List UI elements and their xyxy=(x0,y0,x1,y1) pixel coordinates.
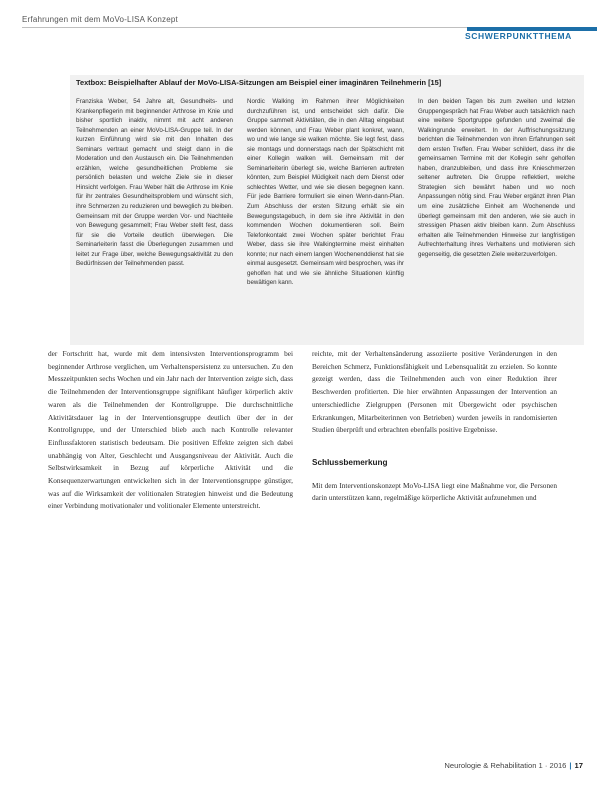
section-label: SCHWERPUNKTTHEMA xyxy=(465,31,572,41)
textbox-column-3: In den beiden Tagen bis zum zweiten und letzten Gruppengespräch hat Frau Weber auch tatsächlich nach eine weitere Sportgruppe gefunden und zweimal die Walkingrunde erweitert. In der Auffrischungssitzung berichten die Teilnehmenden von ihren Erfahrungen seit dem ersten Treffen. Frau Weber schildert, dass ihr die gemeinsamen Termine mit der Kollegin sehr geholfen haben, dranzubleiben, und dass ihre Knieschmerzen seltener auftreten. Die Gruppe reflektiert, welche Strategien sich bewährt haben und wo noch Anpassungen nötig sind. Frau Weber ergänzt ihren Plan um eine zusätzliche Einheit am Wochenende und überlegt gemeinsam mit den anderen, wie sie auch in stressigen Phasen aktiv bleiben kann. Zum Abschluss erhalten alle Teilnehmenden Hinweise zur langfristigen Aufrechterhaltung ihres Verhaltens und motivieren sich gegenseitig, die gesetzten Ziele weiterzuverfolgen. xyxy=(418,98,575,258)
conclusion-paragraph: Mit dem Interventionskonzept MoVo-LISA liegt eine Maßnahme vor, die Personen darin unterstützen kann, regelmäßige körperliche Aktivität aufzunehmen und xyxy=(312,480,557,503)
textbox-column-2: Nordic Walking im Rahmen ihrer Möglichkeiten durchzuführen ist, und entscheidet sich dafür. Die Gruppe sammelt Aktivitäten, die in den Alltag eingebaut werden können, und Frau Weber plant konkret, wann, wo und wie lange sie walken möchte. Sie legt fest, dass sie montags und donnerstags nach der Spätschicht mit einer Kollegin walken will. Gemeinsam mit der Seminarleiterin überlegt sie, welche Barrieren auftreten könnten, zum Beispiel Müdigkeit nach dem Dienst oder schlechtes Wetter, und wie sie diesen begegnen kann. Für jede Barriere formuliert sie einen Wenn-dann-Plan. Zum Abschluss der ersten Sitzung erhält sie ein Bewegungstagebuch, in dem sie ihre Aktivität in den kommenden Wochen dokumentieren soll. Beim Telefonkontakt zwei Wochen später berichtet Frau Weber, dass sie ihre Walkingtermine meist einhalten konnte; nur nach einem langen Wochenenddienst hat sie einmal ausgesetzt. Gemeinsam wird besprochen, was ihr geholfen hat und wie sie ähnliche Situationen künftig bewältigen kann. xyxy=(247,98,404,287)
body-column-left xyxy=(48,348,293,778)
section-heading: Schlussbemerkung xyxy=(312,457,388,467)
body-paragraph: der Fortschritt hat, wurde mit dem intensivsten Interventionsprogramm bei beginnender Arthrose verglichen, um Verhaltenspersistenz zu untersuchen. Zu den Messzeitpunkten sechs Wochen und ein Jahr nach der Intervention zeigte sich, dass die Teilnehmenden der Interventionsgruppe signifikant häufiger körperlich aktiv waren als die Teilnehmenden der Kontrollgruppe. Die durchschnittliche Aktivitätsdauer lag in der Interventionsgruppe deutlich über der in der Kontrollgruppe, und der Unterschied blieb auch nach Kontrolle relevanter Einflussfaktoren statistisch bedeutsam. Die positiven Effekte zeigten sich dabei unabhängig von Alter, Geschlecht und Ausgangsniveau der Aktivität. Auch die Selbstwirksamkeit in Bezug auf körperliche Aktivität und die Konsequenzerwartungen entwickelten sich in der Interventionsgruppe günstiger, was auf die Wirksamkeit der volitionalen Strategien hinweist und die Bedeutung einer Verbindung motivationaler und volitionaler Elemente unterstreicht. xyxy=(48,349,293,511)
page-footer xyxy=(444,761,583,773)
journal-name: Neurologie & Rehabilitation 1 · 2016 xyxy=(444,761,567,770)
textbox xyxy=(70,75,584,345)
body-column-right xyxy=(312,348,557,778)
page-number: 17 xyxy=(574,761,583,770)
footer-separator: | xyxy=(569,761,572,770)
textbox-column-1: Franziska Weber, 54 Jahre alt, Gesundheits- und Krankenpflegerin mit beginnender Arthrose im Knie und bisher sportlich inaktiv, nimmt mit acht anderen Teilnehmenden an einer MoVo-LISA-Gruppe teil. In der kurzen Einführung wird sie mit den Inhalten des Seminars vertraut gemacht und steigt dann in die Moderation und den Austausch ein. Die Teilnehmenden erzählen, welche gesundheitlichen Probleme sie persönlich belasten und welche Ziele sie in dieser Hinsicht verfolgen. Frau Weber hält die Arthrose im Knie für ihr zentrales Gesundheitsproblem und wünscht sich, ihre Schmerzen zu reduzieren und beweglich zu bleiben. Gemeinsam mit der Gruppe werden Vor- und Nachteile von Bewegung gesammelt; Frau Weber stellt fest, dass für sie die Vorteile deutlich überwiegen. Die Seminarleiterin fasst die Überlegungen zusammen und leitet zur Frage über, welche Bewegungsaktivität zu den Bedürfnissen der Teilnehmenden passt. xyxy=(76,98,233,268)
textbox-title: Textbox: Beispielhafter Ablauf der MoVo-LISA-Sitzungen am Beispiel einer imaginären Teilnehmerin [15] xyxy=(76,78,442,87)
body-paragraph: reichte, mit der Verhaltensänderung assoziierte positive Veränderungen in den Bereichen Schmerz, Funktionsfähigkeit und Lebensqualität zu erzielen. So konnte gezeigt werden, dass die Teilnehmenden auch von einer Reduktion ihrer Beschwerden profitierten. Die hier erwähnten Anpassungen der Intervention an unterschiedliche Zielgruppen (Personen mit Übergewicht oder psychischen Erkrankungen, Mitarbeiterinnen von Betrieben) wurden jeweils in randomisierten Studien überprüft und erbrachten ebenfalls positive Ergebnisse. xyxy=(312,349,557,435)
page-header xyxy=(0,0,597,52)
running-title: Erfahrungen mit dem MoVo-LISA Konzept xyxy=(22,15,178,24)
